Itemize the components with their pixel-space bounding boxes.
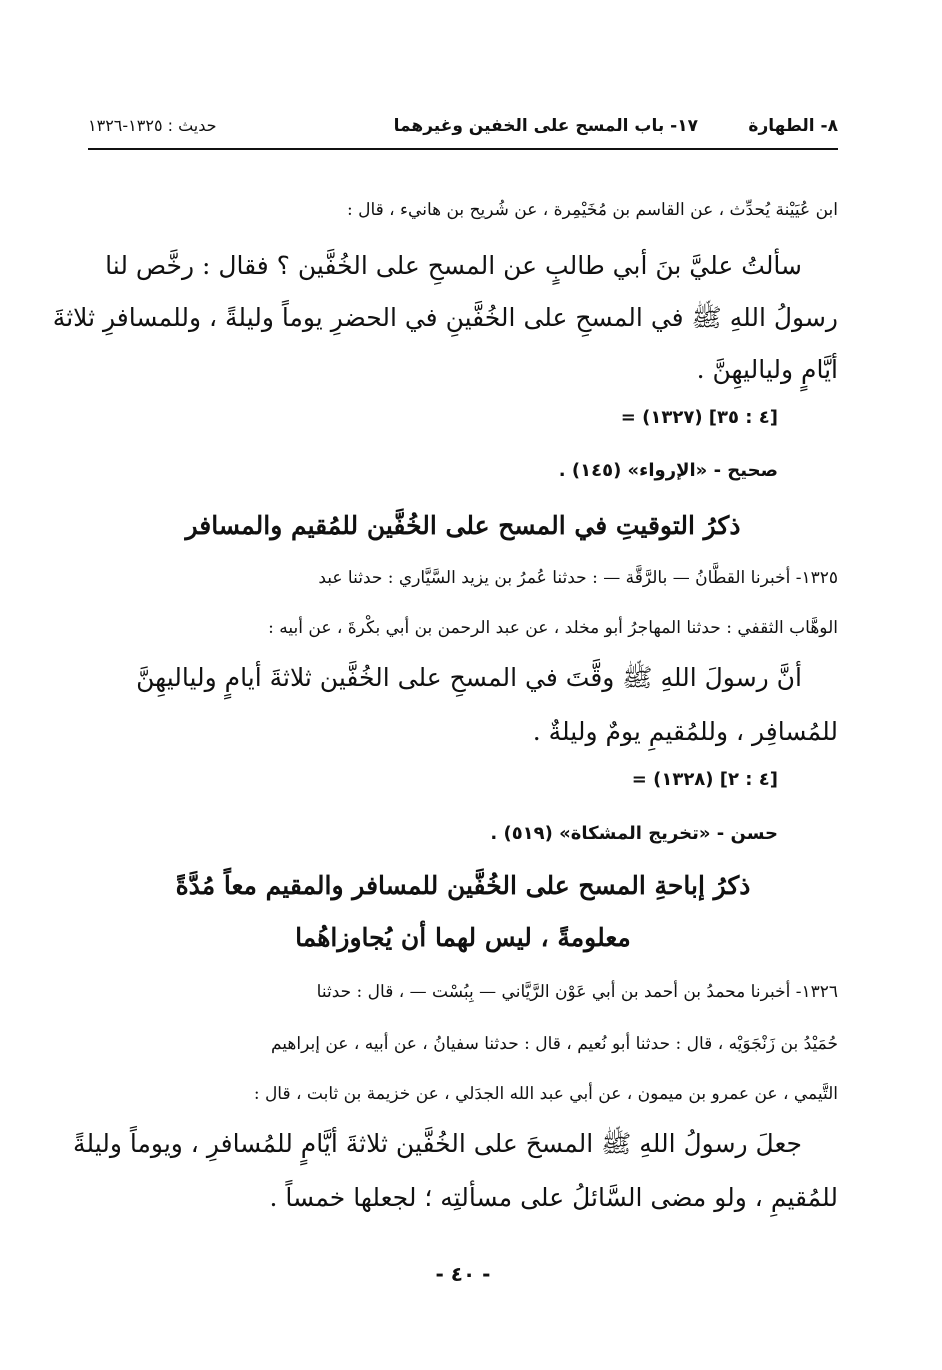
text-line: ١٣٢٥- أخبرنا القطَّانُ — بالرَّقَّة — : حدثنا عُمرُ بن يزيد السَّيَّاري : حدثنا عبد xyxy=(318,568,838,588)
text-line: ١٣٢٦- أخبرنا محمدُ بن أحمد بن أبي عَوْن الرَّيَّاني — بِبُسْت — ، قال : حدثنا xyxy=(316,982,838,1002)
section-title: ١٧- باب المسح على الخفين وغيرهما xyxy=(393,116,698,136)
hadith-text-line: للمُقيمِ ، ولو مضى السَّائلُ على مسألتِه ؛ لجعلها خمساً . xyxy=(269,1183,838,1212)
section-heading: معلومةً ، ليس لهما أن يُجاوزاهُما xyxy=(295,923,631,952)
section-heading: ذكرُ إباحةِ المسح على الخُفَّين للمسافر والمقيم معاً مُدَّةً xyxy=(175,871,751,900)
running-header xyxy=(88,112,838,146)
section-heading: ذكرُ التوقيتِ في المسح على الخُفَّين للمُقيم والمسافر xyxy=(185,511,741,540)
hadith-text-line: جعلَ رسولُ اللهِ ﷺ المسحَ على الخُفَّين ثلاثةَ أيَّامٍ للمُسافرِ ، ويوماً وليلةً xyxy=(73,1129,802,1158)
chapter-title: ٨- الطهارة xyxy=(748,116,838,136)
book-page xyxy=(52,0,838,1370)
cross-reference: = (١٣٢٨) [٤ : ٢] xyxy=(631,769,778,790)
hadith-text-line: للمُسافِر ، وللمُقيمِ يومٌ وليلةٌ . xyxy=(532,717,838,746)
text-line: الوهَّاب الثقفي : حدثنا المهاجرُ أبو مخلد ، عن عبد الرحمن بن أبي بكْرةَ ، عن أبيه : xyxy=(268,618,838,638)
page-number: - ٤٠ - xyxy=(435,1262,491,1286)
header-rule xyxy=(88,148,838,150)
hadith-text-line: أيَّامٍ ولياليهِنَّ . xyxy=(696,355,838,384)
hadith-text-line: أنَّ رسولَ اللهِ ﷺ وقَّتَ في المسحِ على الخُفَّين ثلاثةَ أيامٍ ولياليهِنَّ xyxy=(136,663,802,692)
hadith-text-line: رسولُ اللهِ ﷺ في المسحِ على الخُفَّينِ في الحضرِ يوماً وليلةً ، وللمسافرِ ثلاثةَ xyxy=(52,303,838,332)
cross-reference: = (١٣٢٧) [٤ : ٣٥] xyxy=(620,407,778,428)
hadith-text-line: سألتُ عليَّ بنَ أبي طالبٍ عن المسحِ على الخُفَّين ؟ فقال : رخَّص لنا xyxy=(105,251,802,280)
hadith-grade: حسن - «تخريج المشكاة» (٥١٩) . xyxy=(490,823,778,844)
text-line: حُمَيْدُ بن زَنْجَوَيْه ، قال : حدثنا أبو نُعيم ، قال : حدثنا سفيانُ ، عن أبيه ، عن إبراهيم xyxy=(270,1034,838,1054)
hadith-range: حديث : ١٣٢٥-١٣٢٦ xyxy=(88,116,217,135)
text-line: ابن عُيَيْنة يُحدِّث ، عن القاسم بن مُخَيْمِرة ، عن شُريح بن هانيء ، قال : xyxy=(346,200,838,220)
text-line: التَّيمي ، عن عمرو بن ميمون ، عن أبي عبد الله الجدَلي ، عن خزيمة بن ثابت ، قال : xyxy=(253,1084,838,1104)
hadith-grade: صحيح - «الإرواء» (١٤٥) . xyxy=(558,460,778,481)
